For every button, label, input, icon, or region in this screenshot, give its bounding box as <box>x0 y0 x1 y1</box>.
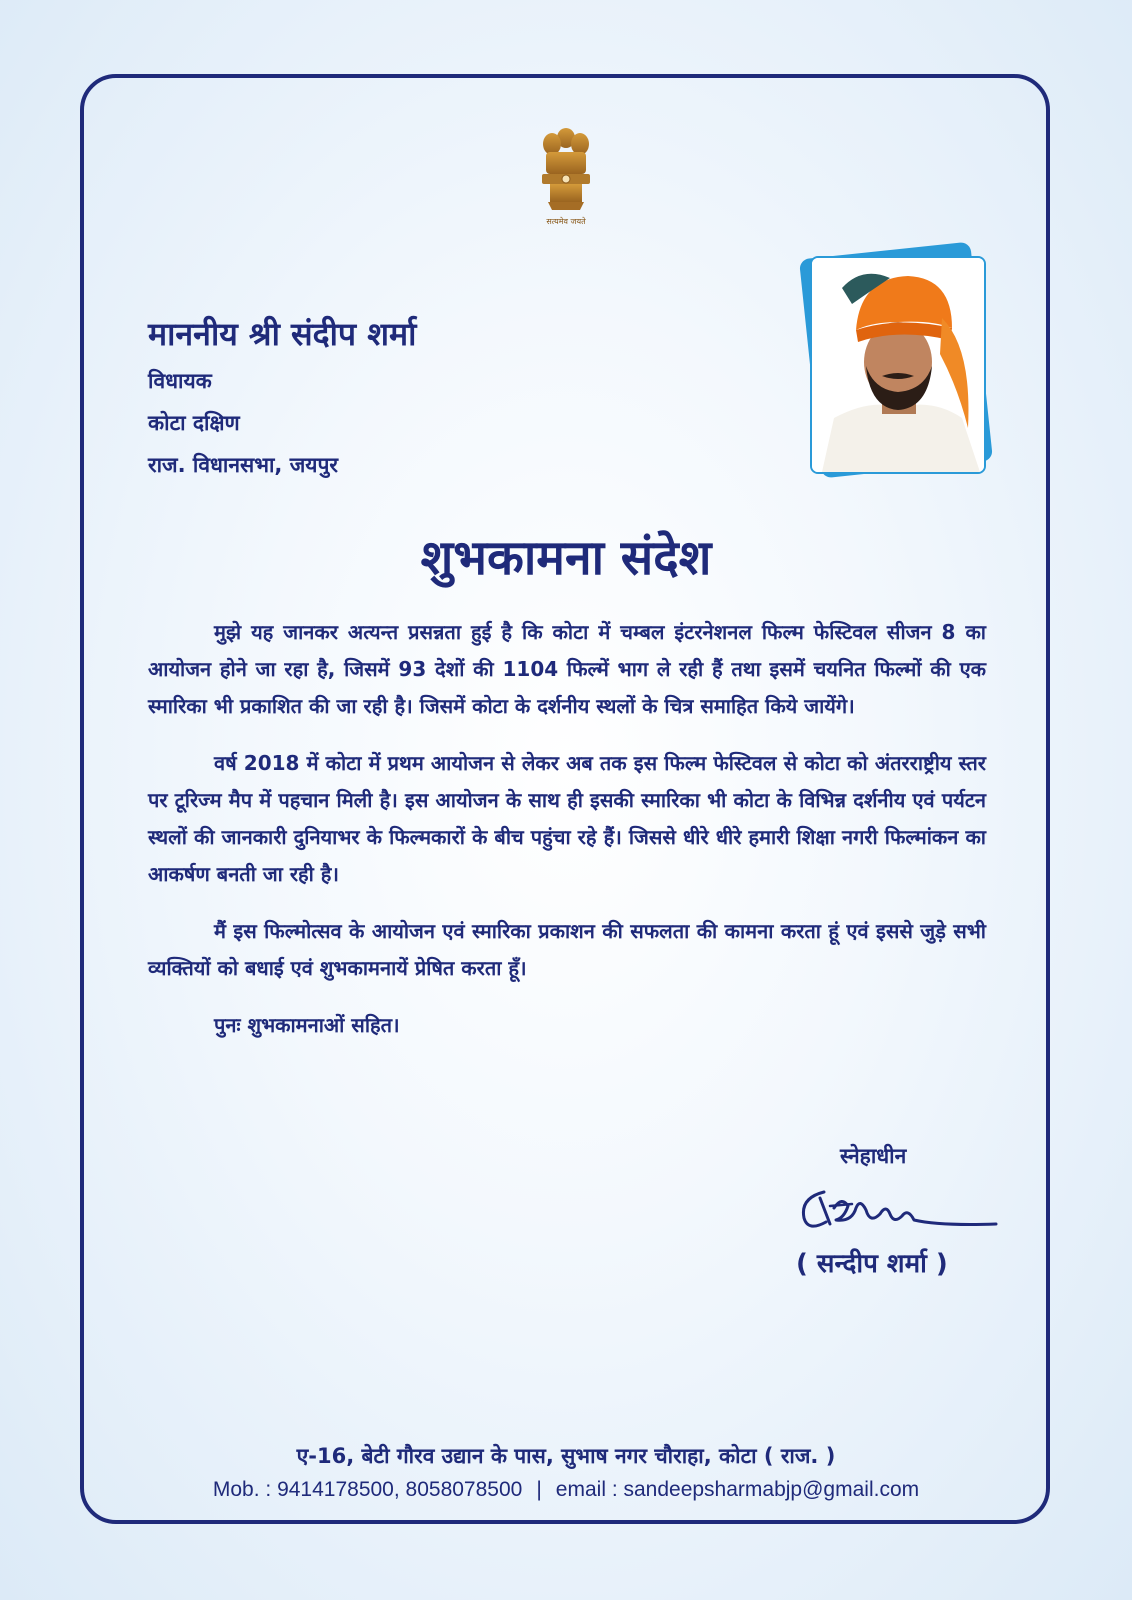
page-title: शुभकामना संदेश <box>420 530 712 586</box>
footer-mobile: Mob. : 9414178500, 8058078500 <box>212 1478 523 1501</box>
sender-constituency: कोटा दक्षिण <box>148 411 240 435</box>
footer-email: email : sandeepsharmabjp@gmail.com <box>555 1478 920 1501</box>
sign-name: ( सन्दीप शर्मा ) <box>796 1249 948 1279</box>
message-paragraph: मैं इस फिल्मोत्सव के आयोजन एवं स्मारिका प्रकाशन की सफलता की कामना करता हूं एवं इससे जुड़े सभी व्यक्तियों को बधाई एवं शुभकामनायें प्रेषित करता हूँ। <box>148 919 986 980</box>
sign-salutation: स्नेहाधीन <box>840 1144 907 1168</box>
message-paragraph: वर्ष 2018 में कोटा में प्रथम आयोजन से लेकर अब तक इस फिल्म फेस्टिवल से कोटा को अंतरराष्ट्रीय स्तर पर टूरिज्म मैप में पहचान मिली है। इस आयोजन के साथ ही इसकी स्मारिका भी कोटा के विभिन्न दर्शनीय एवं पर्यटन स्थलों की जानकारी दुनियाभर के फिल्मकारों के बीच पहुंचा रहे हैं। जिससे धीरे धीरे हमारी शिक्षा नगरी फिल्मांकन का आकर्षण बनती जा रही है। <box>148 751 986 886</box>
handwritten-signature <box>790 1178 1000 1240</box>
closing-line: पुनः शुभकामनाओं सहित। <box>214 1013 400 1037</box>
profile-photo-frame <box>808 250 988 475</box>
sender-block <box>148 312 416 493</box>
profile-photo <box>810 256 986 474</box>
national-emblem-icon <box>536 124 596 230</box>
sender-assembly: राज. विधानसभा, जयपुर <box>148 453 338 477</box>
sender-designation: विधायक <box>148 369 212 393</box>
message-body <box>148 614 986 1064</box>
footer-contact <box>0 1478 1132 1502</box>
footer-address: ए-16, बेटी गौरव उद्यान के पास, सुभाष नगर चौराहा, कोटा ( राज. ) <box>296 1444 836 1468</box>
sender-name: माननीय श्री संदीप शर्मा <box>148 315 417 353</box>
message-paragraph: मुझे यह जानकर अत्यन्त प्रसन्नता हुई है कि कोटा में चम्बल इंटरनेशनल फिल्म फेस्टिवल सीजन 8 का आयोजन होने जा रहा है, जिसमें 93 देशों की 1104 फिल्में भाग ले रही हैं तथा इसमें चयनित फिल्मों की एक स्मारिका भी प्रकाशित की जा रही है। जिसमें कोटा के दर्शनीय स्थलों के चित्र समाहित किये जायेंगे। <box>148 620 986 718</box>
emblem-motto: सत्यमेव जयते <box>546 217 586 226</box>
footer-separator: | <box>536 1478 542 1501</box>
